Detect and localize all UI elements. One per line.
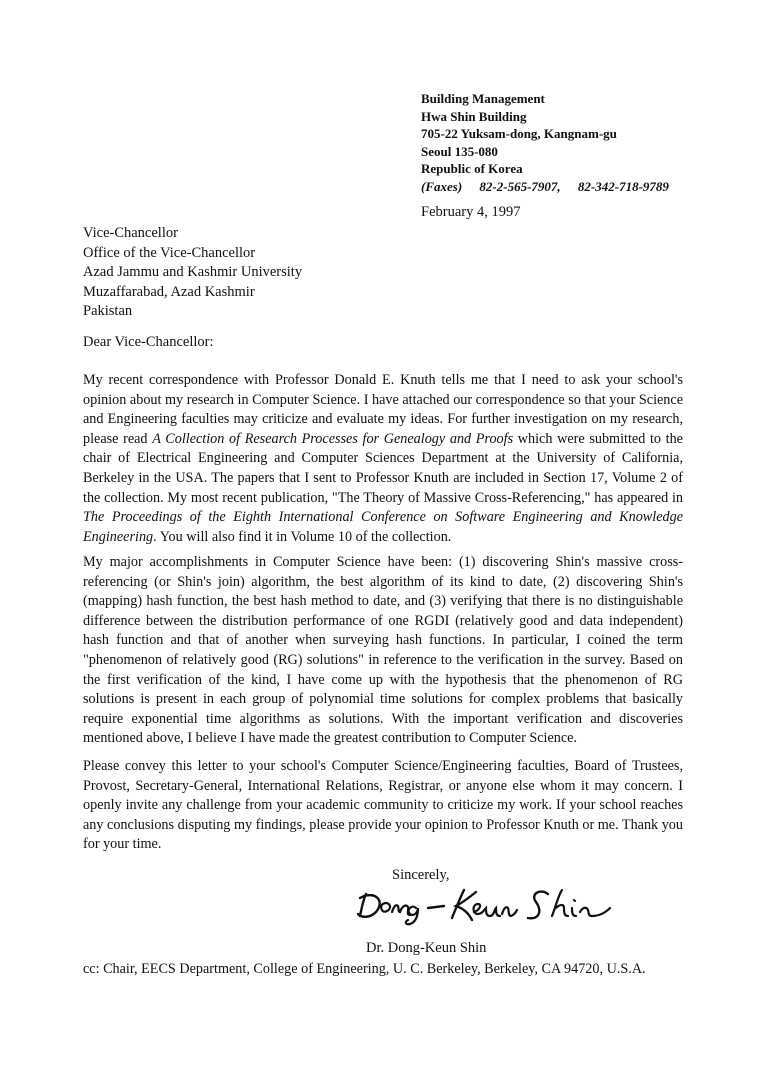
recipient-line: Office of the Vice-Chancellor bbox=[83, 244, 256, 261]
handwritten-signature bbox=[352, 886, 614, 928]
paragraph-text: My recent correspondence with Professor Donald E. Knuth tells me that I need to ask your school's opinion about my research in Computer Science. I have attached our correspondence so that your Science and Engineering faculties may criticize and evaluate my ideas. For further investigation on my research, please read bbox=[83, 372, 683, 447]
salutation: Dear Vice-Chancellor: bbox=[83, 334, 214, 350]
sender-line: Republic of Korea bbox=[421, 161, 523, 177]
fax-number: 82-342-718-9789 bbox=[577, 178, 669, 194]
fax-label: (Faxes) bbox=[421, 178, 463, 194]
recipient-line: Vice-Chancellor bbox=[83, 225, 178, 241]
signer-name: Dr. Dong-Keun Shin bbox=[366, 940, 487, 956]
sender-line: 705-22 Yuksam-dong, Kangnam-gu bbox=[421, 126, 617, 142]
paragraph-text: . You will also find it in Volume 10 of the collection. bbox=[153, 528, 452, 545]
fax-line bbox=[421, 178, 669, 196]
fax-number: 82-2-565-7907, bbox=[479, 178, 561, 194]
paragraph-3: Please convey this letter to your school's Computer Science/Engineering faculties, Board of Trustees, Provost, Secretary-General, International Relations, Registrar, or anyone else whom it may concern. I openly invite any challenge from your academic community to criticize my work. If your school reaches any conclusions disputing my findings, please provide your opinion to Professor Knuth or me. Thank you for your time. bbox=[83, 758, 683, 853]
letter-date: February 4, 1997 bbox=[421, 204, 521, 220]
sender-address bbox=[421, 90, 669, 196]
paragraph-2: My major accomplishments in Computer Science have been: (1) discovering Shin's massive cross-referencing (or Shin's join) algorithm, the best algorithm of its kind to date, (2) discovering Shin's (mapping) hash function, the best hash method to date, and (3) verifying that there is no distinguishable difference between the distribution performance of one RGDI (relatively good and data independent) hash function and that of another when surveying hash functions. In particular, I coined the term "phenomenon of relatively good (RG) solutions" in reference to the verification in the survey. Based on the first verification of the kind, I have come up with the hypothesis that the phenomenon of RG solutions is present in each group of polynomial time solutions for complex problems that basically require exponential time algorithms as solutions. With the important verification and discoveries mentioned above, I believe I have made the greatest contribution to Computer Science. bbox=[83, 554, 683, 747]
sender-line: Building Management bbox=[421, 91, 545, 106]
recipient-line: Azad Jammu and Kashmir University bbox=[83, 264, 303, 280]
sender-line: Seoul 135-080 bbox=[421, 143, 498, 159]
closing: Sincerely, bbox=[392, 867, 450, 883]
proceedings-title: The Proceedings of the Eighth International Conference on Software Engineering and Knowledge Engineering bbox=[83, 509, 683, 545]
sender-line: Hwa Shin Building bbox=[421, 108, 527, 124]
cc-line: cc: Chair, EECS Department, College of Engineering, U. C. Berkeley, Berkeley, CA 94720, U.S.A. bbox=[83, 961, 646, 977]
collection-title: A Collection of Research Processes for Genealogy and Proofs bbox=[152, 430, 514, 447]
paragraph-1 bbox=[83, 371, 683, 547]
recipient-address bbox=[83, 224, 302, 322]
recipient-line: Muzaffarabad, Azad Kashmir bbox=[83, 283, 255, 300]
recipient-line: Pakistan bbox=[83, 303, 133, 319]
paragraph-text: which were submitted to the chair of Electrical Engineering and Computer Sciences Department at the University of California, Berkeley in the USA. The papers that I sent to Professor Knuth are included in Section 17, Volume 2 of the collection. My most recent publication, "The Theory of Massive Cross-Referencing," has appeared in bbox=[83, 430, 683, 506]
